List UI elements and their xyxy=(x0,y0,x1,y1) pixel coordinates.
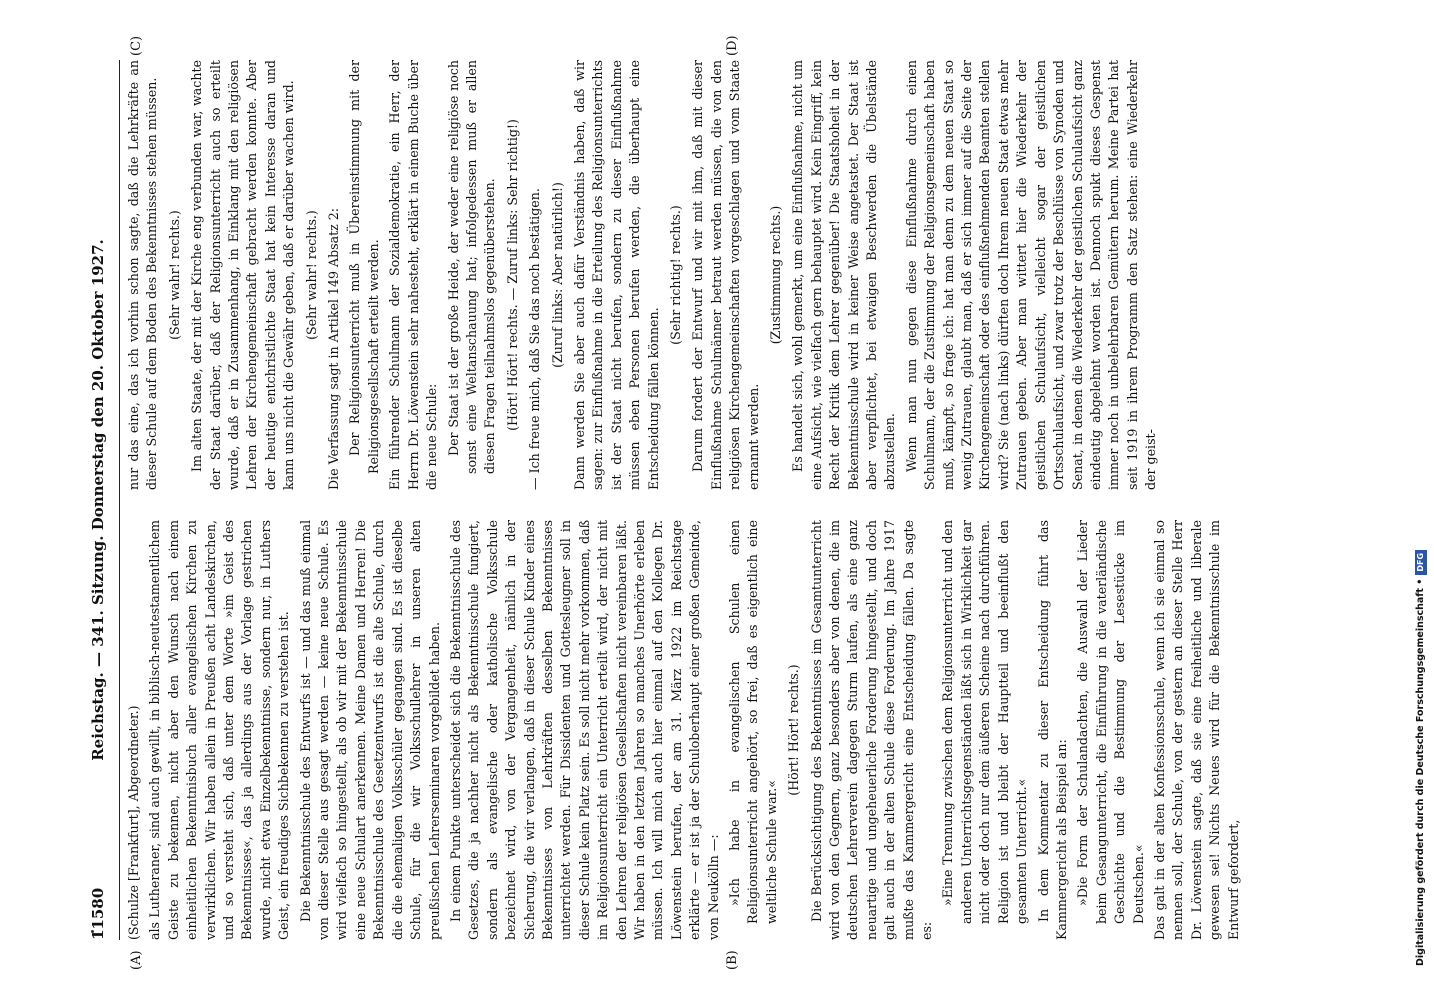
margin-mark-b: (B) xyxy=(725,950,740,970)
paragraph: Ein führender Schulmann der Sozialdemokratie, ein Herr, der Herrn Dr. Löwenstein sehr nahesteht, erklärt in einem Buche über die neue Schule: xyxy=(387,60,440,490)
paragraph: Darum fordert der Entwurf und wir mit ihm, daß mit dieser Einflußnahme Schulmänner betraut werden müssen, die von den religiösen Kirchengemeinschaften vorgeschlagen und vom Staate ernannt werden. xyxy=(690,60,761,490)
page-number: 11580 xyxy=(89,887,107,940)
paragraph: In einem Punkte unterscheidet sich die Bekenntnisschule des Gesetzes, die ja nachher nicht als Bekenntnisschule fungiert, sondern als evangelische oder katholische Volksschule bezeichnet wird, von der Vergangenheit, nämlich in der Sicherung, die wir verlangen, daß in dieser Schule Kinder eines Bekenntnisses von Lehrkräften desselben Bekenntnisses unterrichtet werden. Für Dissidenten und Gottesleugner soll in dieser Schule kein Platz sein. Es soll nicht mehr vorkommen, daß im Religionsunterricht ein Unterricht erteilt wird, der nicht mit den Lehren der religiösen Gesellschaften nicht vereinbaren läßt. Wir haben in den letzten Jahren so manches Unerhörte erleben müssen. Ich will mich auch hier einmal auf den Kollegen Dr. Löwenstein berufen, der am 31. März 1922 im Reichstage erklärte — er ist ja der Schuloberhaupt einer großen Gemeinde, von Neukölln —: xyxy=(447,520,721,940)
paragraph: Im alten Staate, der mit der Kirche eng verbunden war, wachte der Staat darüber, daß der Religionsunterricht auch so erteilt wurde, daß er in Zusammenhang, in Einklang mit den religiösen Lehren der Kirchengemeinschaft gebracht werden konnte. Aber der heutige entchristlichte Staat hat kein Interesse daran und kann uns nicht die Gewähr geben, daß er darüber wachen wird. xyxy=(189,60,297,490)
paragraph: Die Verfassung sagt in Artikel 149 Absatz 2: xyxy=(326,207,342,490)
text-column-left xyxy=(125,520,1275,940)
paragraph: In dem Kommentar zu dieser Entscheidung führt das Kammergericht als Beispiel an: xyxy=(1035,520,1069,940)
margin-mark-c: (C) xyxy=(129,35,144,56)
paragraph: Wenn man nun gegen diese Einflußnahme durch einen Schulmann, der die Zustimmung der Religionsgemeinschaft haben muß, kämpft, so frage ich: hat man denn zu dem neuen Staat so wenig Zutrauen, glaubt man, daß er sich immer auf die Seite der Kirchengemeinschaft oder des einflußnehmenden Beamten stellen wird? Sie (nach links) dürften doch Ihrem neuen Staat etwas mehr Zutrauen geben. Aber man wittert hier die Wiederkehr der geistlichen Schulaufsicht, vielleicht sogar der geistlichen Ortsschulaufsicht, und zwar trotz der Beschlüsse von Synoden und Senat, in denen die Wiederkehr der geistlichen Schulaufsicht ganz eindeutig abgelehnt worden ist. Dennoch spukt dieses Gespenst immer noch in unbelehrbaren Gemütern herum. Meine Partei hat seit 1919 in ihrem Programm den Satz stehen: eine Wiederkehr der geist- xyxy=(903,60,1159,490)
paragraph: (Schulze [Frankfurt], Abgeordneter.) xyxy=(126,705,141,940)
side-note xyxy=(1412,36,1430,966)
interjection: (Hört! Hört! rechts.) xyxy=(786,664,802,796)
interjection: (Zustimmung rechts.) xyxy=(768,205,783,345)
paragraph: Die Berücksichtigung des Bekenntnisses im Gesamtunterricht wird von den Gegnern, ganz besonders aber von denen, die im deutschen Lehrerverein dagegen Sturm laufen, als eine ganz neuartige und ungeheuerliche Forderung hingestellt, und doch galt auch in der alten Schule diese Forderung. Im Jahre 1917 mußte das Kammergericht eine Entscheidung fällen. Da sagte es: xyxy=(808,520,935,940)
interjection: (Hört! Hört! rechts. — Zuruf links: Sehr richtig!) xyxy=(504,119,520,431)
header-rule xyxy=(119,60,120,940)
margin-mark-a: (A) xyxy=(129,950,144,970)
paragraph: als Lutheraner, sind auch gewillt, in biblisch-neutestamentlichem Geiste zu bekennen, nicht aber den Wunsch nach einem einheitlichen Bekenntnisbuch aller evangelischen Kirchen zu verwirklichen. Wir haben allein in Preußen acht Landeskirchen, und so versteht sich, daß unter dem Worte »im Geist des Bekenntnisses«, das ja allerdings aus der Vorlage gestrichen wurde, nicht etwa Einzelbekenntnisse, sondern nur, in Luthers Geist, ein freudiges Sichbekennen zu verstehen ist. xyxy=(147,520,292,940)
quotation: Der Staat ist der große Heide, der weder eine religiöse noch sonst eine Weltanschauung hat; infolgedessen muß er allen diesen Fragen teilnahmslos gegenüberstehen. xyxy=(445,60,498,474)
interjection: (Zuruf links: Aber natürlich!) xyxy=(549,182,565,368)
text-column-right xyxy=(125,60,1275,490)
running-header xyxy=(89,60,115,940)
paragraph: — Ich freue mich, daß Sie das noch bestätigen. xyxy=(527,188,543,490)
quotation: »Ich habe in evangelischen Schulen einen Religionsunterricht angehört, so frei, daß es eigentlich eine weltliche Schule war.« xyxy=(727,520,779,924)
paragraph: Das galt in der alten Konfessionsschule, wenn ich sie einmal so nennen soll, der Schule, von der gestern an dieser Stelle Herr Dr. Löwenstein sagte, daß sie eine freiheitliche und liberale gewesen sei! Nichts Neues wird für die Bekenntnisschule im Entwurf gefordert, xyxy=(1151,520,1241,940)
side-note-text: Digitalisierung gefördert durch die Deutsche Forschungsgemeinschaft • xyxy=(1415,578,1426,966)
dfg-logo: DFG xyxy=(1415,550,1427,575)
quotation: »Eine Trennung zwischen dem Religionsunterricht und den anderen Unterrichtsgegenständen läßt sich in Wirklichkeit gar nicht oder doch nur dem äußeren Scheine nach durchführen. Religion ist und bleibt der Hauptteil und beeinflußt den gesamten Unterricht.« xyxy=(940,520,1030,924)
paragraph: nur das eine, das ich vorhin schon sagte, daß die Lehrkräfte an dieser Schule auf dem Boden des Bekenntnisses stehen müssen. xyxy=(126,60,160,490)
quotation: »Die Form der Schulandachten, die Auswahl der Lieder beim Gesangunterricht, die Einführung in die vaterländische Geschichte und die Bestimmung der Lesestücke im Deutschen.« xyxy=(1075,520,1146,924)
interjection: (Sehr wahr! rechts.) xyxy=(166,210,182,340)
interjection: (Sehr wahr! rechts.) xyxy=(303,210,319,340)
paragraph: Dann werden Sie aber auch dafür Verständnis haben, daß wir sagen: zur Einflußnahme in die Erteilung des Religionsunterrichts ist der Staat nicht berufen, sondern zu dieser Einflußnahme müssen eben Personen berufen werden, die überhaupt eine Entscheidung fällen können. xyxy=(571,60,661,490)
margin-mark-d: (D) xyxy=(725,35,740,56)
paragraph: Es handelt sich, wohl gemerkt, um eine Einflußnahme, nicht um eine Aufsicht, wie vielfach gern behauptet wird. Kein Eingriff, kein Recht der Kritik dem Lehrer gegenüber! Die Staatshoheit in der Bekenntnisschule wird in keiner Weise angetastet. Der Staat ist aber verpflichtet, bei etwaigen Beschwerden die Übelstände abzustellen. xyxy=(790,60,898,490)
interjection: (Sehr richtig! rechts.) xyxy=(667,205,683,345)
running-title: Reichstag. — 341. Sitzung. Donnerstag den 20. Oktober 1927. xyxy=(89,239,107,761)
document-page xyxy=(85,35,1365,970)
quotation: Der Religionsunterricht muß in Übereinstimmung mit der Religionsgesellschaft erteilt werden. xyxy=(347,60,381,474)
paragraph: Die Bekenntnisschule des Entwurfs ist — und das muß einmal von dieser Stelle aus gesagt werden — keine neue Schule. Es wird vielfach so hingestellt, als ob wir mit der Bekenntnisschule eine neue Schulart anerkennen. Meine Damen und Herren! Die Bekenntnisschule des Gesetzentwurfs ist die alte Schule, durch die die ehemaligen Volksschüler gegangen sind. Es ist dieselbe Schule, für die wir Volksschullehrer in unseren alten preußischen Lehrerseminaren vorgebildet haben. xyxy=(297,520,442,940)
